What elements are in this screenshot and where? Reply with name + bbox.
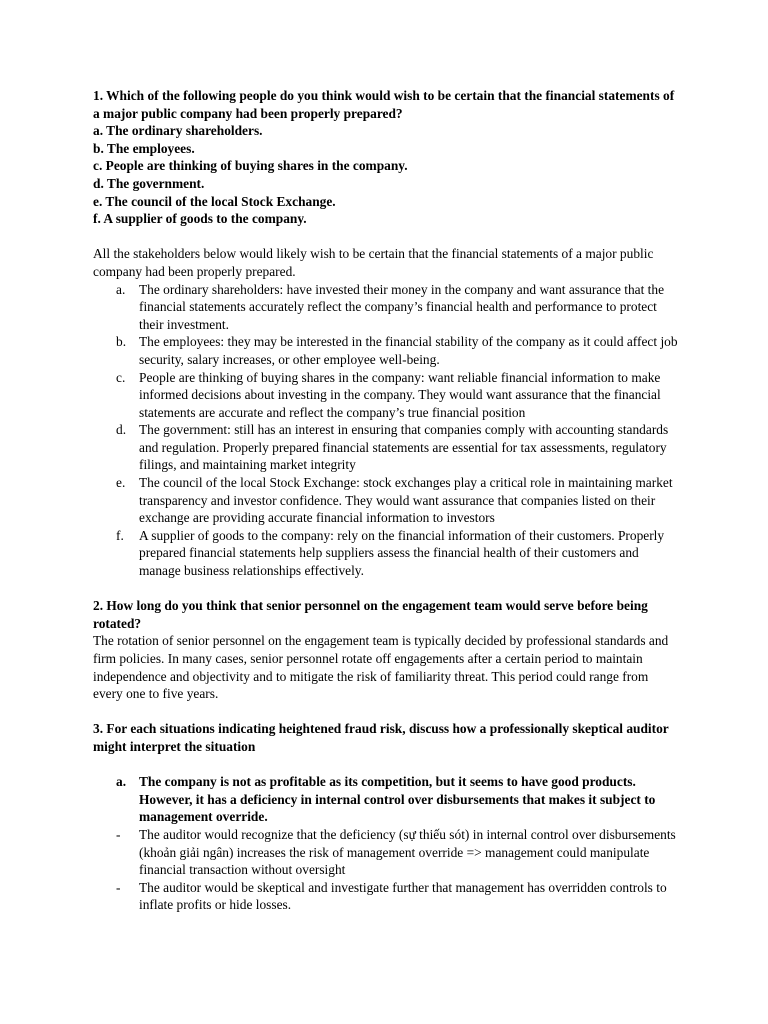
spacer (93, 756, 678, 774)
list-marker: b. (116, 334, 127, 350)
q1-answer-item-c (93, 369, 678, 422)
list-item-text: The employees: they may be interested in the financial stability of the company as it could affect job security, salary increases, or other employee well-being. (139, 334, 678, 367)
q3-situation-a (93, 773, 678, 826)
q3-bullet-2 (93, 879, 678, 914)
q1-answer-item-e (93, 474, 678, 527)
question-1: 1. Which of the following people do you think would wish to be certain that the financial statements of a major public company had been properly prepared? (93, 88, 675, 121)
list-marker: a. (116, 774, 127, 790)
list-marker: d. (116, 422, 127, 438)
q1-answer-item-b (93, 333, 678, 368)
bullet-dash: - (116, 826, 121, 842)
list-marker: c. (116, 369, 126, 385)
q1-option-c: c. People are thinking of buying shares in the company. (93, 158, 408, 174)
q1-answer-item-d (93, 421, 678, 474)
q1-answer-item-a (93, 281, 678, 334)
q1-option-b: b. The employees. (93, 140, 195, 156)
spacer (93, 580, 678, 598)
list-item-text: The auditor would recognize that the deficiency (sự thiếu sót) in internal control over disbursements (khoản giải ngân) increases the risk of management override => management could manipulate financial transaction without oversight (139, 826, 676, 878)
list-marker: e. (116, 475, 126, 491)
q1-option-e: e. The council of the local Stock Exchange. (93, 193, 336, 209)
q1-option-a: a. The ordinary shareholders. (93, 123, 263, 139)
spacer (93, 228, 678, 246)
spacer (93, 703, 678, 721)
list-item-text: People are thinking of buying shares in the company: want reliable financial information to make informed decisions about investing in the company. They would want assurance that the financial statements are accurate and reflect the company’s true financial position (139, 369, 661, 420)
list-item-text: The company is not as profitable as its competition, but it seems to have good products. However, it has a deficiency in internal control over disbursements that makes it subject to management override. (139, 774, 656, 825)
list-item-text: The auditor would be skeptical and investigate further that management has overridden controls to inflate profits or hide losses. (139, 879, 667, 913)
bullet-dash: - (116, 879, 121, 895)
list-item-text: The government: still has an interest in ensuring that companies comply with accounting standards and regulation. Properly prepared financial statements are essential for tax assessments, regulatory filings, and maintaining market integrity (139, 422, 669, 473)
list-marker: a. (116, 281, 126, 297)
question-2: 2. How long do you think that senior personnel on the engagement team would serve before being rotated? (93, 598, 648, 631)
q1-answer-intro: All the stakeholders below would likely wish to be certain that the financial statements of a major public company had been properly prepared. (93, 246, 654, 279)
list-item-text: The ordinary shareholders: have invested their money in the company and want assurance that the financial statements accurately reflect the company’s financial health and performance to protect their investment. (139, 281, 665, 332)
question-3: 3. For each situations indicating heightened fraud risk, discuss how a professionally skeptical auditor might interpret the situation (93, 721, 669, 754)
q2-answer: The rotation of senior personnel on the engagement team is typically decided by professional standards and firm policies. In many cases, senior personnel rotate off engagements after a certain period to maintain independence and objectivity and to mitigate the risk of familiarity threat. This period could range from every one to five years. (93, 633, 669, 702)
q1-option-d: d. The government. (93, 175, 205, 191)
q3-bullet-1 (93, 826, 678, 879)
list-item-text: The council of the local Stock Exchange: stock exchanges play a critical role in maintaining market transparency and investor confidence. They would want assurance that companies listed on their exchange are providing accurate financial information to investors (139, 475, 673, 526)
list-marker: f. (116, 527, 124, 543)
document-content (93, 87, 678, 914)
q1-answer-item-f (93, 527, 678, 580)
q1-option-f: f. A supplier of goods to the company. (93, 211, 307, 227)
list-item-text: A supplier of goods to the company: rely on the financial information of their customers. Properly prepared financial statements help suppliers assess the financial health of their customers and manage business relationships effectively. (139, 527, 665, 579)
